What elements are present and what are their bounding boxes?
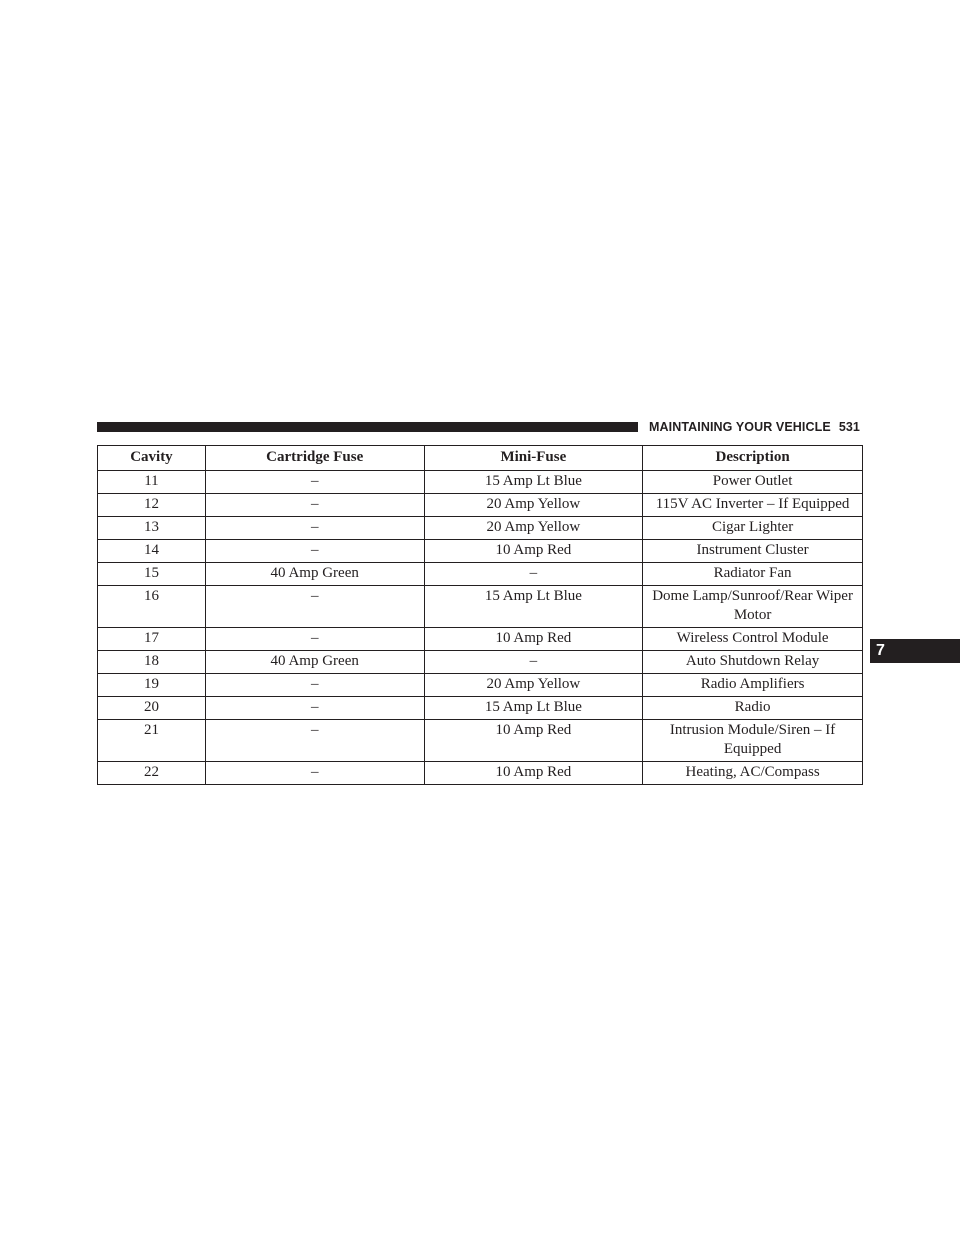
- description-cell: 115V AC Inverter – If Equipped: [643, 494, 863, 517]
- cavity-cell: 21: [98, 720, 206, 762]
- table-row: [98, 540, 863, 563]
- table-row: [98, 697, 863, 720]
- cavity-cell: 22: [98, 762, 206, 785]
- mini-fuse-cell: 10 Amp Red: [424, 720, 643, 762]
- cavity-cell: 14: [98, 540, 206, 563]
- column-header-cartridge-fuse: Cartridge Fuse: [205, 446, 424, 471]
- cartridge-fuse-cell: –: [205, 628, 424, 651]
- description-cell: Heating, AC/Compass: [643, 762, 863, 785]
- column-header-mini-fuse: Mini-Fuse: [424, 446, 643, 471]
- description-cell: Auto Shutdown Relay: [643, 651, 863, 674]
- page-number: 531: [838, 420, 860, 434]
- mini-fuse-cell: 15 Amp Lt Blue: [424, 471, 643, 494]
- description-cell: Instrument Cluster: [643, 540, 863, 563]
- mini-fuse-cell: 15 Amp Lt Blue: [424, 697, 643, 720]
- description-cell: Wireless Control Module: [643, 628, 863, 651]
- description-cell: Radiator Fan: [643, 563, 863, 586]
- description-cell: Dome Lamp/Sunroof/Rear Wiper Motor: [643, 586, 863, 628]
- cartridge-fuse-cell: –: [205, 494, 424, 517]
- column-header-description: Description: [643, 446, 863, 471]
- table-row: [98, 517, 863, 540]
- cavity-cell: 20: [98, 697, 206, 720]
- cavity-cell: 18: [98, 651, 206, 674]
- description-cell: Radio Amplifiers: [643, 674, 863, 697]
- chapter-tab: [870, 639, 960, 663]
- table-row: [98, 762, 863, 785]
- mini-fuse-cell: 20 Amp Yellow: [424, 674, 643, 697]
- cartridge-fuse-cell: –: [205, 540, 424, 563]
- chapter-tab-label: 7: [876, 642, 885, 659]
- section-title: MAINTAINING YOUR VEHICLE: [649, 420, 831, 434]
- cartridge-fuse-cell: 40 Amp Green: [205, 651, 424, 674]
- table-row: [98, 651, 863, 674]
- cavity-cell: 13: [98, 517, 206, 540]
- cavity-cell: 16: [98, 586, 206, 628]
- cavity-cell: 11: [98, 471, 206, 494]
- mini-fuse-cell: –: [424, 651, 643, 674]
- running-header: [649, 418, 860, 436]
- description-cell: Intrusion Module/Siren – If Equipped: [643, 720, 863, 762]
- table-row: [98, 674, 863, 697]
- cartridge-fuse-cell: –: [205, 697, 424, 720]
- table-row: [98, 720, 863, 762]
- table-row: [98, 563, 863, 586]
- cartridge-fuse-cell: –: [205, 762, 424, 785]
- mini-fuse-cell: –: [424, 563, 643, 586]
- cartridge-fuse-cell: –: [205, 720, 424, 762]
- column-header-cavity: Cavity: [98, 446, 206, 471]
- cartridge-fuse-cell: –: [205, 586, 424, 628]
- mini-fuse-cell: 15 Amp Lt Blue: [424, 586, 643, 628]
- cartridge-fuse-cell: –: [205, 674, 424, 697]
- cavity-cell: 19: [98, 674, 206, 697]
- description-cell: Power Outlet: [643, 471, 863, 494]
- fuse-table: [97, 445, 863, 785]
- cartridge-fuse-cell: –: [205, 517, 424, 540]
- mini-fuse-cell: 20 Amp Yellow: [424, 517, 643, 540]
- header-rule: [97, 422, 638, 432]
- cavity-cell: 12: [98, 494, 206, 517]
- mini-fuse-cell: 20 Amp Yellow: [424, 494, 643, 517]
- cavity-cell: 17: [98, 628, 206, 651]
- mini-fuse-cell: 10 Amp Red: [424, 628, 643, 651]
- mini-fuse-cell: 10 Amp Red: [424, 540, 643, 563]
- table-header-row: [98, 446, 863, 471]
- mini-fuse-cell: 10 Amp Red: [424, 762, 643, 785]
- cavity-cell: 15: [98, 563, 206, 586]
- cartridge-fuse-cell: 40 Amp Green: [205, 563, 424, 586]
- description-cell: Radio: [643, 697, 863, 720]
- table-row: [98, 586, 863, 628]
- cartridge-fuse-cell: –: [205, 471, 424, 494]
- description-cell: Cigar Lighter: [643, 517, 863, 540]
- table-row: [98, 494, 863, 517]
- table-row: [98, 628, 863, 651]
- table-row: [98, 471, 863, 494]
